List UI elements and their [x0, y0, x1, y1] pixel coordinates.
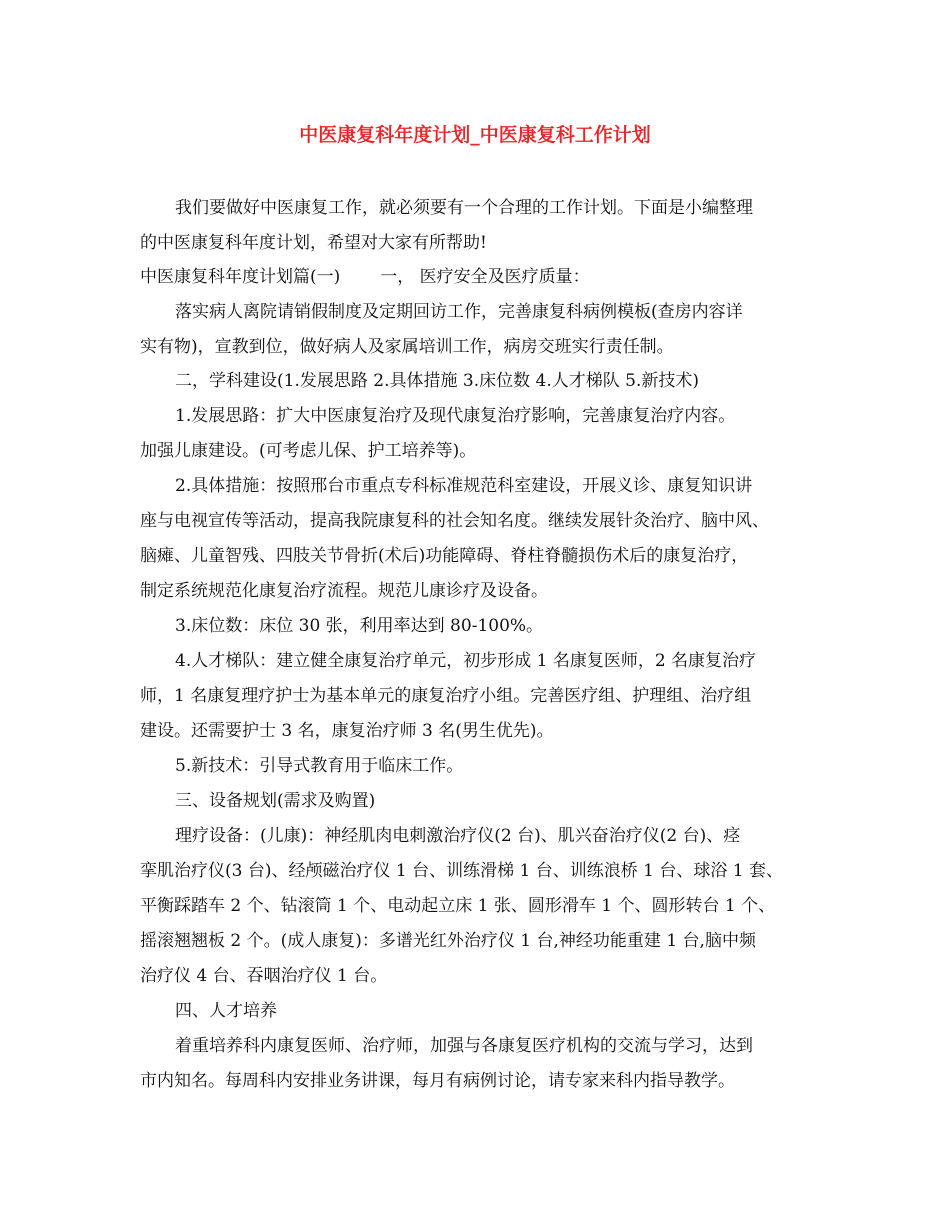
item4-line-3: 建设。还需要护士 3 名，康复治疗师 3 名(男生优先)。 [140, 721, 554, 741]
item2-line-3: 脑瘫、儿童智残、四肢关节骨折(术后)功能障碍、脊柱脊髓损伤术后的康复治疗， [140, 546, 749, 566]
section1-heading: 一， 医疗安全及医疗质量： [380, 267, 590, 287]
item2-line-4: 制定系统规范化康复治疗流程。规范儿康诊疗及设备。 [140, 581, 548, 601]
item3: 3.床位数：床位 30 张，利用率达到 80-100%。 [175, 616, 544, 636]
intro-line-1: 我们要做好中医康复工作，就必须要有一个合理的工作计划。下面是小编整理 [175, 198, 753, 218]
item4-line-1: 4.人才梯队：建立健全康复治疗单元，初步形成 1 名康复医师，2 名康复治疗 [175, 651, 757, 671]
section1-body-line-2: 实有物)，宣教到位，做好病人及家属培训工作，病房交班实行责任制。 [140, 337, 674, 357]
item2-line-1: 2.具体措施：按照邢台市重点专科标准规范科室建设，开展义诊、康复知识讲 [175, 476, 753, 496]
part-heading-row [140, 265, 590, 289]
item5: 5.新技术：引导式教育用于临床工作。 [175, 756, 464, 776]
section3-heading: 三、设备规划(需求及购置) [175, 791, 376, 811]
document-title: 中医康复科年度计划_中医康复科工作计划 [299, 124, 651, 146]
part-heading: 中医康复科年度计划篇(一) [140, 267, 341, 287]
section3-body-line-2: 挛肌治疗仪(3 台)、经颅磁治疗仪 1 台、训练滑梯 1 台、训练浪桥 1 台、球浴 1 套、 [140, 861, 783, 881]
item4-line-2: 师，1 名康复理疗护士为基本单元的康复治疗小组。完善医疗组、护理组、治疗组 [140, 686, 752, 706]
section2-heading: 二，学科建设(1.发展思路 2.具体措施 3.床位数 4.人才梯队 5.新技术) [175, 371, 699, 391]
section4-body-line-1: 着重培养科内康复医师、治疗师，加强与各康复医疗机构的交流与学习，达到 [175, 1036, 753, 1056]
section1-body-line-1: 落实病人离院请销假制度及定期回访工作，完善康复科病例模板(查房内容详 [175, 302, 743, 322]
item1-line-1: 1.发展思路：扩大中医康复治疗及现代康复治疗影响，完善康复治疗内容。 [175, 406, 736, 426]
item2-line-2: 座与电视宣传等活动，提高我院康复科的社会知名度。继续发展针灸治疗、脑中风、 [140, 511, 769, 531]
intro-line-2: 的中医康复科年度计划，希望对大家有所帮助! [140, 233, 487, 253]
item1-line-2: 加强儿康建设。(可考虑儿保、护工培养等)。 [140, 441, 477, 461]
section3-body-line-3: 平衡踩踏车 2 个、钻滚筒 1 个、电动起立床 1 张、圆形滑车 1 个、圆形转台 1 个、 [140, 896, 776, 916]
section4-body-line-2: 市内知名。每周科内安排业务讲课，每月有病例讨论，请专家来科内指导教学。 [140, 1071, 735, 1091]
section3-body-line-4: 摇滚翘翘板 2 个。(成人康复)：多谱光红外治疗仪 1 台,神经功能重建 1 台,脑中频 [140, 931, 756, 951]
section4-heading: 四、人才培养 [175, 1001, 277, 1021]
section3-body-line-5: 治疗仪 4 台、吞咽治疗仪 1 台。 [140, 966, 388, 986]
section3-body-line-1: 理疗设备：(儿康)：神经肌肉电刺激治疗仪(2 台)、肌兴奋治疗仪(2 台)、痉 [175, 826, 741, 846]
